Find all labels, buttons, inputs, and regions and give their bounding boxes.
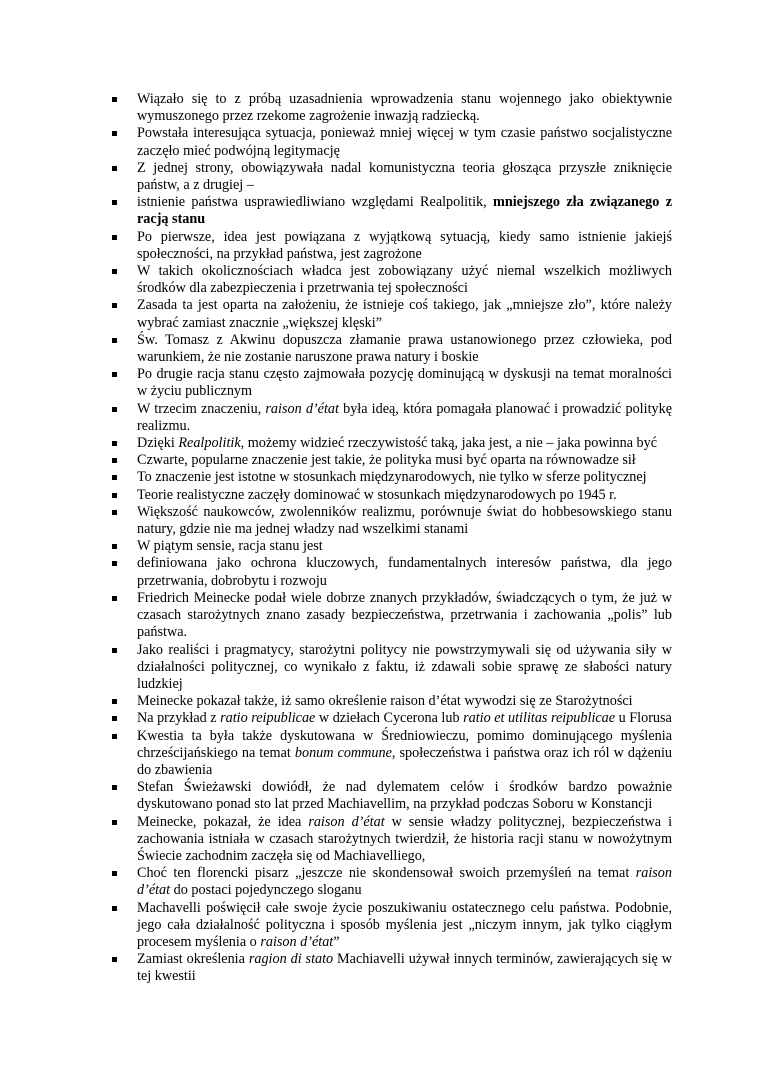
bullet-item (137, 590, 672, 642)
bullet-item (137, 555, 672, 589)
bullet-text: ” (333, 933, 340, 950)
bullet-item (137, 229, 672, 263)
bullet-text: Większość naukowców, zwolenników realizmu, porównuje świat do hobbesowskiego stanu natury, gdzie nie ma jednej władzy nad wszelkimi stanami (137, 503, 672, 538)
bullet-item (137, 538, 672, 555)
bullet-text: Kwestia ta była także dyskutowana w Średniowieczu, pomimo dominującego myślenia chrześcijańskiego na temat (137, 727, 672, 761)
bullet-text: W takich okolicznościach władca jest zobowiązany użyć niemal wszelkich możliwych środków dla zabezpieczenia i przetrwania tej społeczności (137, 263, 672, 297)
bullet-item (137, 728, 672, 780)
bullet-text: istnienie państwa usprawiedliwiano względami Realpolitik, (137, 194, 494, 211)
bullet-item (137, 710, 672, 727)
bullet-item (137, 194, 672, 228)
italic-text: raison d’état (260, 933, 334, 950)
bullet-text: Po pierwsze, idea jest powiązana z wyjątkową sytuacją, kiedy samo istnienie jakiejś społeczności, na przykład państwa, jest zagrożone (137, 228, 672, 262)
bullet-text: w sensie władzy politycznej, bezpieczeństwa i zachowania istniała w czasach starożytnych twierdził, że historia racji stanu w nowożytnym Świecie zachodnim zaczęła się od Machiavelliego, (137, 813, 673, 864)
bullet-item (137, 125, 672, 159)
bullet-text: Choć ten florencki pisarz „jeszcze nie skondensował swoich przemyśleń na temat (137, 865, 636, 882)
italic-text: raison d’état (137, 865, 672, 899)
bullet-text: Meinecke pokazał także, iż samo określenie raison d’état wywodzi się ze Starożytności (137, 693, 633, 710)
bullet-text: To znaczenie jest istotne w stosunkach międzynarodowych, nie tylko w sferze politycznej (137, 469, 647, 486)
bullet-text: Teorie realistyczne zaczęły dominować w stosunkach międzynarodowych po 1945 r. (137, 486, 617, 503)
bullet-text: Machavelli poświęcił całe swoje życie poszukiwaniu ostatecznego celu państwa. Podobnie, jego cała działalność polityczna i sposób myślenia jest „niczym innym, jak tylko ciągłym procesem myślenia o (137, 899, 672, 950)
bullet-text: do postaci pojedynczego sloganu (170, 882, 362, 899)
bullet-item (137, 332, 672, 366)
bullet-text: Meinecke, pokazał, że idea (137, 813, 309, 830)
italic-text: bonum commune (294, 744, 392, 761)
bullet-text: Dzięki (137, 435, 179, 452)
bullet-item (137, 487, 672, 504)
bullet-text: Powstała interesująca sytuacja, ponieważ mniej więcej w tym czasie państwo socjalistyczne zaczęło mieć podwójną legitymację (137, 125, 672, 159)
bullet-item (137, 779, 672, 813)
bullet-text: , społeczeństwa i państwa oraz ich ról w dążeniu do zbawienia (137, 744, 672, 778)
bullet-item (137, 91, 672, 125)
bullet-text: Friedrich Meinecke podał wiele dobrze znanych przykładów, świadczących o tym, że już w czasach starożytnych znano zasady bezpieczeństwa, przetrwania i zachowania „polis” lub państwa. (137, 589, 672, 641)
bullet-item (137, 366, 672, 400)
bullet-text: Na przykład z (137, 710, 221, 727)
italic-text: raison d’état (265, 400, 339, 417)
bullet-text: Czwarte, popularne znaczenie jest takie, że polityka musi być oparta na równowadze sił (137, 452, 636, 469)
bullet-item (137, 951, 672, 985)
bullet-item (137, 263, 672, 297)
italic-text: ratio et utilitas reipublicae (463, 710, 616, 727)
bullet-text: Jako realiści i pragmatycy, starożytni politycy nie powstrzymywali się od używania siły w działalności politycznej, co wynikało z faktu, iż zdawali sobie sprawę ze słabości natury ludzkiej (137, 641, 672, 692)
bullet-text: W piątym sensie, racja stanu jest (137, 538, 323, 555)
bullet-item (137, 297, 672, 331)
bullet-item (137, 452, 672, 469)
bullet-item (137, 865, 672, 899)
bullet-item (137, 504, 672, 538)
bullet-text: była ideą, która pomagała planować i prowadzić politykę realizmu. (137, 400, 672, 434)
bullet-item (137, 401, 672, 435)
bullet-item (137, 160, 672, 194)
bullet-text: Machiavelli używał innych terminów, zawierających się w tej kwestii (137, 951, 673, 985)
bullet-item (137, 693, 672, 710)
bullet-item (137, 900, 672, 952)
bullet-item (137, 469, 672, 486)
bold-text: mniejszego zła związanego z racją stanu (137, 194, 673, 228)
bullet-item (137, 642, 672, 694)
bullet-text: Zasada ta jest oparta na założeniu, że istnieje coś takiego, jak „mniejsze zło”, które należy wybrać zamiast znacznie „większej klęski” (137, 297, 672, 331)
bullet-list (137, 91, 672, 986)
italic-text: raison d’état (308, 813, 385, 830)
bullet-text: definiowana jako ochrona kluczowych, fundamentalnych interesów państwa, dla jego przetrwania, dobrobytu i rozwoju (137, 555, 672, 589)
bullet-text: Po drugie racja stanu często zajmowała pozycję dominującą w dyskusji na temat moralności w życiu publicznym (137, 366, 672, 400)
bullet-text: w dziełach Cycerona lub (315, 710, 464, 727)
bullet-text: , możemy widzieć rzeczywistość taką, jaka jest, a nie – jaka powinna być (240, 435, 658, 452)
italic-text: Realpolitik (178, 435, 241, 452)
bullet-item (137, 435, 672, 452)
bullet-text: u Florusa (615, 710, 672, 727)
bullet-text: Z jednej strony, obowiązywała nadal komunistyczna teoria głosząca przyszłe zniknięcie państw, a z drugiej – (137, 159, 672, 194)
bullet-text: Św. Tomasz z Akwinu dopuszcza złamanie prawa ustanowionego przez człowieka, pod warunkiem, że nie zostanie naruszone prawa natury i boskie (137, 331, 672, 366)
italic-text: ragion di stato (248, 951, 334, 968)
bullet-text: W trzecim znaczeniu, (137, 400, 266, 417)
bullet-text: Zamiast określenia (137, 951, 249, 968)
bullet-text: Wiązało się to z próbą uzasadnienia wprowadzenia stanu wojennego jako obiektywnie wymuszonego przez rzekome zagrożenie inwazją radziecką. (137, 91, 672, 125)
bullet-item (137, 814, 672, 866)
bullet-text: Stefan Świeżawski dowiódł, że nad dylematem celów i środków bardzo poważnie dyskutowano ponad sto lat przed Machiavellim, na przykład podczas Soboru w Konstancji (137, 779, 672, 813)
italic-text: ratio reipublicae (220, 710, 316, 727)
